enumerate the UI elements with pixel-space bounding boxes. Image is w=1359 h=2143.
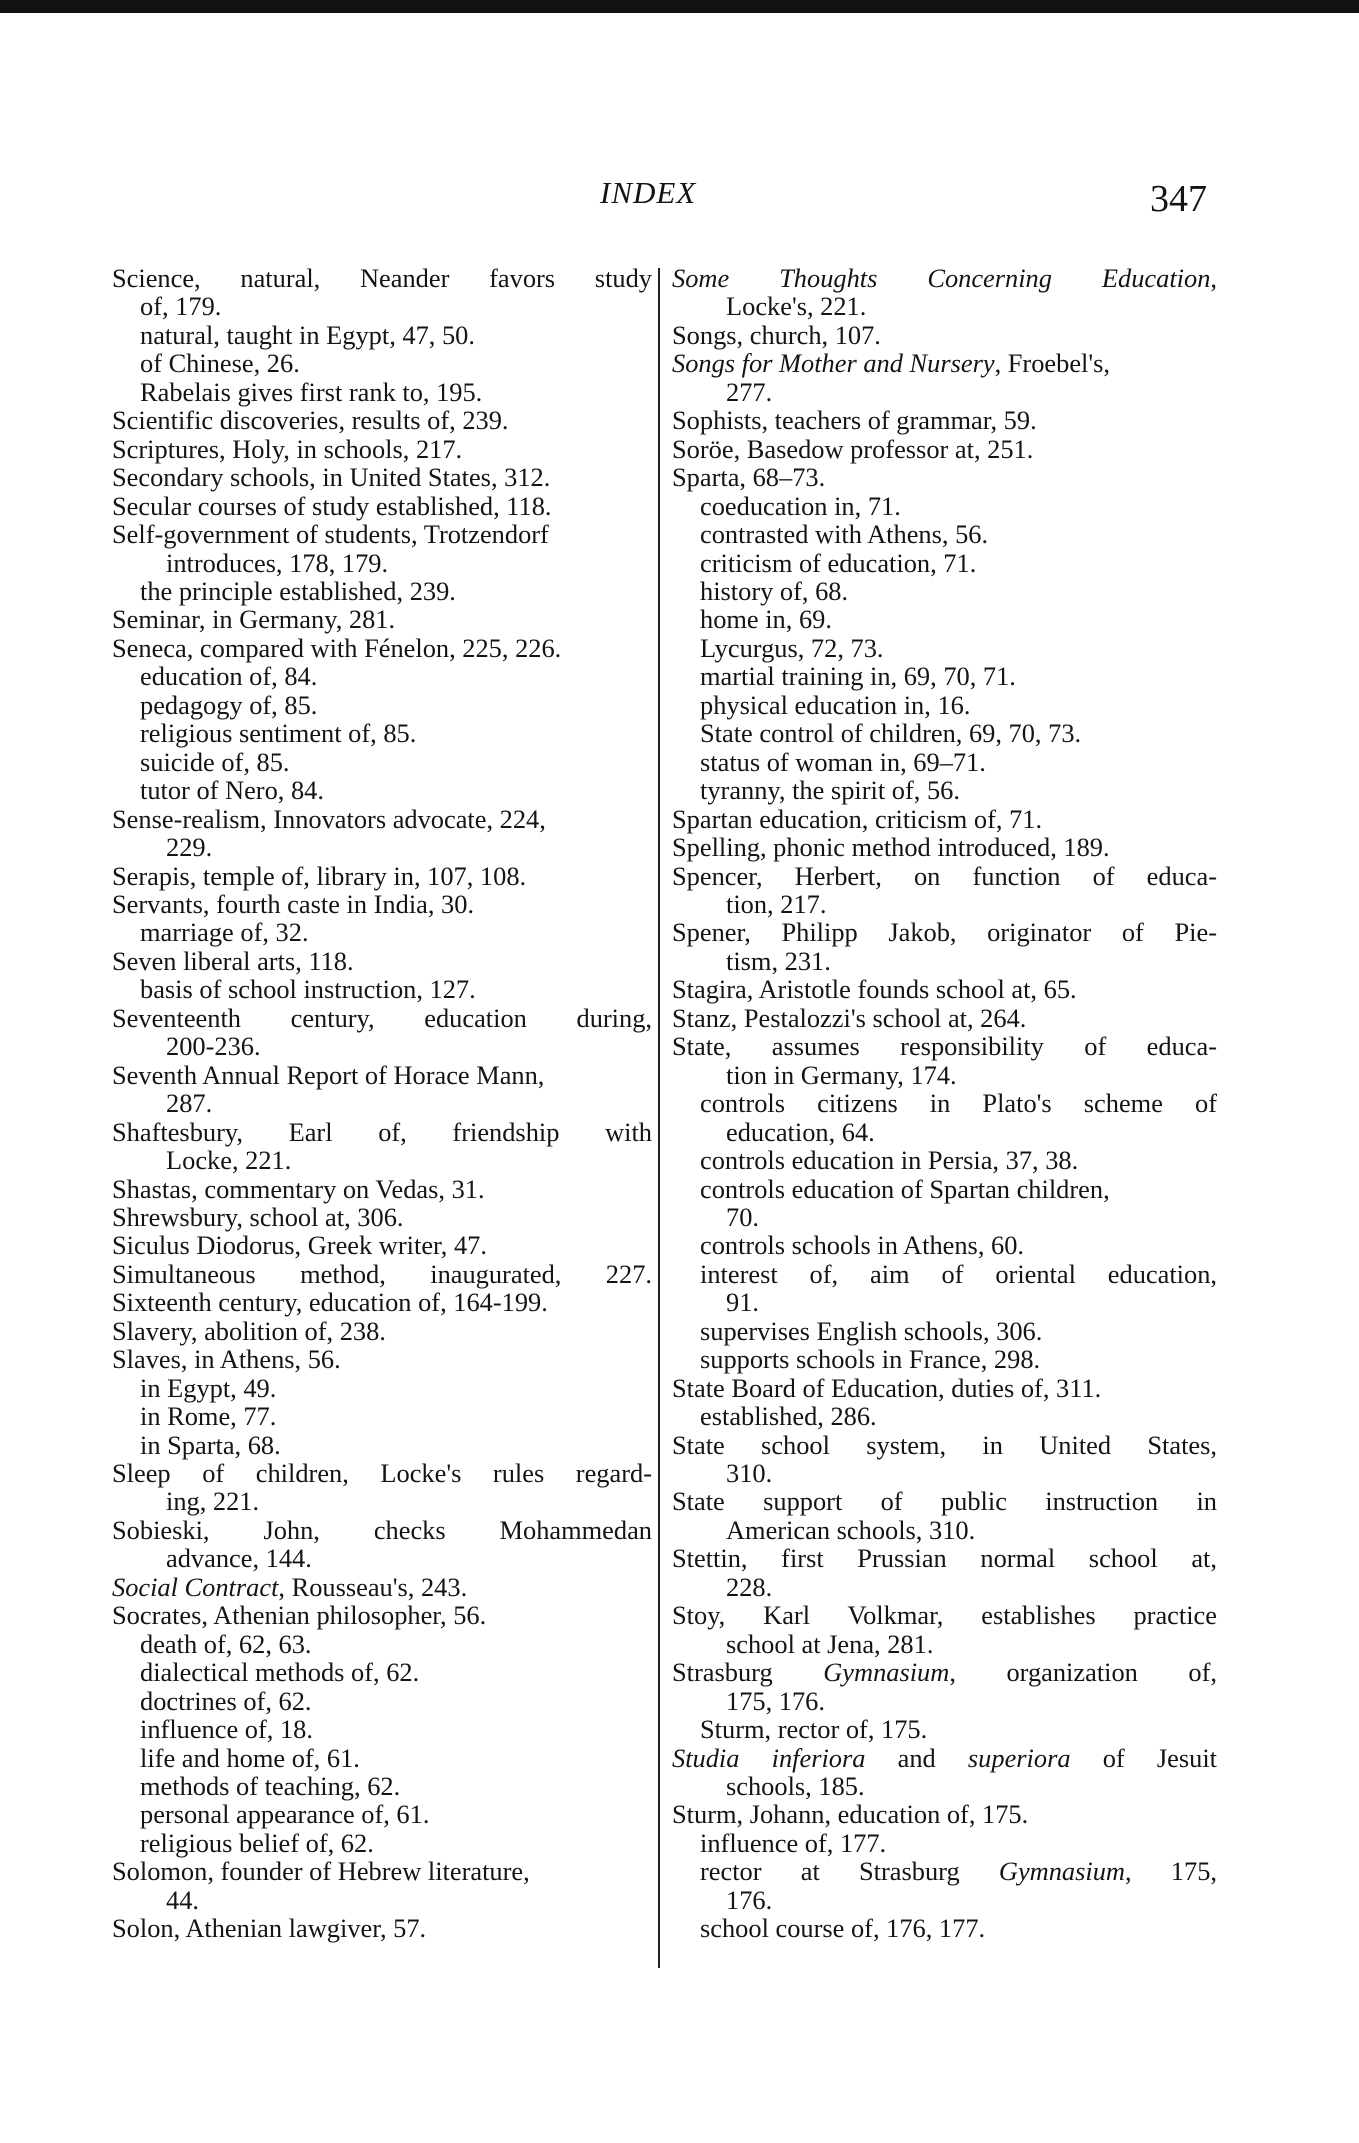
entry-text: Spener, Philipp Jakob, originator of Pie- bbox=[672, 917, 1217, 948]
index-entry bbox=[672, 862, 1217, 890]
entry-text: education of, 84. bbox=[140, 661, 318, 692]
entry-text: State, assumes responsibility of educa- bbox=[672, 1031, 1217, 1062]
index-continuation bbox=[672, 1573, 1217, 1601]
index-entry bbox=[112, 634, 652, 662]
entry-text: State control of children, 69, 70, 73. bbox=[700, 718, 1082, 749]
entry-text: 229. bbox=[166, 832, 213, 863]
italic-title-text: superiora bbox=[967, 1742, 1071, 1773]
index-entry bbox=[672, 1800, 1217, 1828]
entry-text: Slavery, abolition of, 238. bbox=[112, 1315, 386, 1346]
top-border-rule bbox=[0, 0, 1359, 13]
italic-title-text: Some Thoughts Concerning Education bbox=[672, 263, 1211, 293]
entry-text: Serapis, temple of, library in, 107, 108. bbox=[112, 860, 527, 891]
index-subentry bbox=[112, 1744, 652, 1772]
index-subentry bbox=[672, 1231, 1217, 1259]
entry-text: methods of teaching, 62. bbox=[140, 1771, 401, 1802]
index-entry bbox=[672, 406, 1217, 434]
entry-text: Rabelais gives first rank to, 195. bbox=[140, 376, 483, 407]
entry-text: Seven liberal arts, 118. bbox=[112, 945, 354, 976]
index-subentry bbox=[112, 918, 652, 946]
entry-text: school course of, 176, 177. bbox=[700, 1913, 986, 1944]
column-divider bbox=[658, 268, 660, 1968]
entry-text: , Froebel's, bbox=[994, 348, 1110, 379]
index-entry bbox=[112, 435, 652, 463]
entry-text: Solon, Athenian lawgiver, 57. bbox=[112, 1913, 427, 1944]
entry-text: Sixteenth century, education of, 164-199. bbox=[112, 1287, 548, 1318]
index-subentry bbox=[112, 662, 652, 690]
page-header bbox=[0, 175, 1359, 235]
index-subentry bbox=[672, 776, 1217, 804]
entry-text: Strasburg bbox=[672, 1657, 824, 1688]
entry-text: of Chinese, 26. bbox=[140, 348, 300, 379]
entry-text: personal appearance of, 61. bbox=[140, 1799, 430, 1830]
entry-text: religious belief of, 62. bbox=[140, 1827, 374, 1858]
index-subentry bbox=[112, 1431, 652, 1459]
entry-text: interest of, aim of oriental education, bbox=[700, 1258, 1217, 1289]
italic-title-text: Gymnasium bbox=[998, 1856, 1125, 1887]
entry-text: established, 286. bbox=[700, 1401, 877, 1432]
entry-text: supports schools in France, 298. bbox=[700, 1344, 1041, 1375]
entry-text: Stoy, Karl Volkmar, establishes practice bbox=[672, 1600, 1217, 1631]
entry-text: doctrines of, 62. bbox=[140, 1685, 312, 1716]
index-continuation bbox=[672, 1516, 1217, 1544]
entry-text: Sturm, rector of, 175. bbox=[700, 1714, 928, 1745]
entry-text: Seventeenth century, education during, bbox=[112, 1002, 652, 1033]
index-continuation bbox=[672, 1459, 1217, 1487]
entry-text: Stanz, Pestalozzi's school at, 264. bbox=[672, 1002, 1027, 1033]
index-subentry bbox=[672, 605, 1217, 633]
entry-text: marriage of, 32. bbox=[140, 917, 309, 948]
index-column-right bbox=[672, 264, 1217, 1943]
entry-text: pedagogy of, 85. bbox=[140, 689, 318, 720]
index-continuation bbox=[112, 549, 652, 577]
index-entry bbox=[112, 947, 652, 975]
entry-text: Seventh Annual Report of Horace Mann, bbox=[112, 1059, 545, 1090]
index-entry bbox=[672, 1487, 1217, 1515]
index-entry bbox=[112, 805, 652, 833]
index-entry bbox=[112, 1345, 652, 1373]
entry-text: of Jesuit bbox=[1070, 1742, 1217, 1773]
entry-text: Songs, church, 107. bbox=[672, 319, 881, 350]
entry-text: natural, taught in Egypt, 47, 50. bbox=[140, 319, 475, 350]
entry-text: Secondary schools, in United States, 312. bbox=[112, 462, 551, 493]
index-entry bbox=[112, 1516, 652, 1544]
entry-text: controls schools in Athens, 60. bbox=[700, 1230, 1025, 1261]
index-subentry bbox=[112, 776, 652, 804]
entry-text: tyranny, the spirit of, 56. bbox=[700, 775, 960, 806]
index-subentry bbox=[112, 1800, 652, 1828]
entry-text: in Rome, 77. bbox=[140, 1401, 277, 1432]
index-subentry bbox=[672, 634, 1217, 662]
index-entry bbox=[112, 1573, 652, 1601]
entry-text: dialectical methods of, 62. bbox=[140, 1657, 420, 1688]
entry-text: Soröe, Basedow professor at, 251. bbox=[672, 433, 1034, 464]
index-entry bbox=[112, 1118, 652, 1146]
entry-text: influence of, 177. bbox=[700, 1827, 887, 1858]
index-entry bbox=[672, 1544, 1217, 1572]
index-subentry bbox=[672, 1829, 1217, 1857]
index-continuation bbox=[112, 833, 652, 861]
index-entry bbox=[112, 492, 652, 520]
entry-text: and bbox=[865, 1742, 968, 1773]
running-title: INDEX bbox=[600, 175, 697, 210]
entry-text: life and home of, 61. bbox=[140, 1742, 360, 1773]
index-subentry bbox=[112, 1829, 652, 1857]
entry-text: advance, 144. bbox=[166, 1543, 312, 1574]
entry-text: the principle established, 239. bbox=[140, 575, 456, 606]
entry-text: 277. bbox=[726, 376, 773, 407]
index-continuation bbox=[672, 1118, 1217, 1146]
entry-text: Shaftesbury, Earl of, friendship with bbox=[112, 1116, 652, 1147]
entry-text: schools, 185. bbox=[726, 1771, 865, 1802]
index-subentry bbox=[112, 1374, 652, 1402]
index-continuation bbox=[672, 1288, 1217, 1316]
index-subentry bbox=[672, 1146, 1217, 1174]
index-entry bbox=[672, 349, 1217, 377]
index-continuation bbox=[672, 947, 1217, 975]
entry-text: tism, 231. bbox=[726, 945, 831, 976]
index-continuation bbox=[112, 1487, 652, 1515]
entry-text: Locke, 221. bbox=[166, 1145, 292, 1176]
index-continuation bbox=[672, 1630, 1217, 1658]
entry-text: 44. bbox=[166, 1884, 199, 1915]
entry-text: Sobieski, John, checks Mohammedan bbox=[112, 1514, 652, 1545]
entry-text: suicide of, 85. bbox=[140, 746, 290, 777]
index-entry bbox=[672, 1601, 1217, 1629]
index-entry bbox=[672, 463, 1217, 491]
index-continuation bbox=[672, 292, 1217, 320]
index-entry bbox=[112, 1459, 652, 1487]
entry-text: 310. bbox=[726, 1458, 773, 1489]
index-entry bbox=[112, 1061, 652, 1089]
index-continuation bbox=[112, 1089, 652, 1117]
entry-text: ing, 221. bbox=[166, 1486, 260, 1517]
index-subentry bbox=[672, 1175, 1217, 1203]
entry-text: Simultaneous method, inaugurated, 227. bbox=[112, 1258, 652, 1289]
entry-text: Siculus Diodorus, Greek writer, 47. bbox=[112, 1230, 487, 1261]
index-subentry bbox=[672, 1260, 1217, 1288]
entry-text: status of woman in, 69–71. bbox=[700, 746, 986, 777]
entry-text: Sense-realism, Innovators advocate, 224, bbox=[112, 803, 546, 834]
index-subentry bbox=[112, 1402, 652, 1430]
index-subentry bbox=[672, 577, 1217, 605]
entry-text: rector at Strasburg bbox=[700, 1856, 999, 1887]
index-subentry bbox=[112, 719, 652, 747]
entry-text: Shrewsbury, school at, 306. bbox=[112, 1201, 404, 1232]
entry-text: 176. bbox=[726, 1884, 773, 1915]
entry-text: Socrates, Athenian philosopher, 56. bbox=[112, 1600, 487, 1631]
entry-text: Scientific discoveries, results of, 239. bbox=[112, 405, 509, 436]
entry-text: of, 179. bbox=[140, 291, 222, 322]
index-continuation bbox=[672, 1687, 1217, 1715]
entry-text: Science, natural, Neander favors study bbox=[112, 263, 652, 293]
entry-text: school at Jena, 281. bbox=[726, 1628, 934, 1659]
index-continuation bbox=[112, 1032, 652, 1060]
index-subentry bbox=[672, 1089, 1217, 1117]
index-subentry bbox=[672, 1345, 1217, 1373]
entry-text: 200-236. bbox=[166, 1031, 261, 1062]
index-continuation bbox=[112, 1146, 652, 1174]
index-entry bbox=[112, 890, 652, 918]
entry-text: 228. bbox=[726, 1571, 773, 1602]
index-entry bbox=[672, 918, 1217, 946]
index-subentry bbox=[672, 1914, 1217, 1942]
index-entry bbox=[672, 435, 1217, 463]
italic-title-text: Social Contract bbox=[112, 1571, 279, 1602]
index-subentry bbox=[672, 1402, 1217, 1430]
index-entry bbox=[112, 520, 652, 548]
index-subentry bbox=[672, 1317, 1217, 1345]
index-subentry bbox=[672, 719, 1217, 747]
entry-text: State Board of Education, duties of, 311. bbox=[672, 1372, 1102, 1403]
index-entry bbox=[672, 1374, 1217, 1402]
entry-text: education, 64. bbox=[726, 1116, 875, 1147]
index-continuation bbox=[112, 1886, 652, 1914]
index-entry bbox=[112, 264, 652, 292]
entry-text: supervises English schools, 306. bbox=[700, 1315, 1043, 1346]
index-entry bbox=[672, 1032, 1217, 1060]
index-entry bbox=[672, 1004, 1217, 1032]
entry-text: coeducation in, 71. bbox=[700, 490, 901, 521]
index-subentry bbox=[672, 662, 1217, 690]
index-continuation bbox=[672, 1061, 1217, 1089]
index-entry bbox=[672, 833, 1217, 861]
index-entry bbox=[672, 1658, 1217, 1686]
index-entry bbox=[672, 1744, 1217, 1772]
entry-text: State school system, in United States, bbox=[672, 1429, 1217, 1460]
entry-text: influence of, 18. bbox=[140, 1714, 313, 1745]
italic-title-text: Songs for Mother and Nursery bbox=[672, 348, 995, 379]
index-entry bbox=[112, 605, 652, 633]
page-number: 347 bbox=[1150, 178, 1207, 220]
entry-text: death of, 62, 63. bbox=[140, 1628, 312, 1659]
entry-text: Spartan education, criticism of, 71. bbox=[672, 803, 1043, 834]
entry-text: Sturm, Johann, education of, 175. bbox=[672, 1799, 1029, 1830]
index-continuation bbox=[672, 1203, 1217, 1231]
index-entry bbox=[672, 264, 1217, 292]
index-subentry bbox=[672, 549, 1217, 577]
entry-text: Seneca, compared with Fénelon, 225, 226. bbox=[112, 632, 562, 663]
entry-text: criticism of education, 71. bbox=[700, 547, 977, 578]
entry-text: home in, 69. bbox=[700, 604, 832, 635]
entry-text: Sparta, 68–73. bbox=[672, 462, 826, 493]
index-entry bbox=[112, 1857, 652, 1885]
index-subentry bbox=[672, 748, 1217, 776]
index-subentry bbox=[672, 1715, 1217, 1743]
entry-text: Sophists, teachers of grammar, 59. bbox=[672, 405, 1037, 436]
entry-text: controls education of Spartan children, bbox=[700, 1173, 1110, 1204]
index-subentry bbox=[112, 748, 652, 776]
index-entry bbox=[112, 1203, 652, 1231]
index-subentry bbox=[672, 492, 1217, 520]
index-entry bbox=[112, 463, 652, 491]
entry-text: Seminar, in Germany, 281. bbox=[112, 604, 396, 635]
index-entry bbox=[112, 406, 652, 434]
entry-text: history of, 68. bbox=[700, 575, 849, 606]
entry-text: tion in Germany, 174. bbox=[726, 1059, 957, 1090]
index-subentry bbox=[112, 1687, 652, 1715]
entry-text: 91. bbox=[726, 1287, 759, 1318]
entry-text: Stagira, Aristotle founds school at, 65. bbox=[672, 974, 1077, 1005]
entry-text: tutor of Nero, 84. bbox=[140, 775, 324, 806]
entry-text: , bbox=[1210, 263, 1217, 293]
entry-text: Servants, fourth caste in India, 30. bbox=[112, 888, 475, 919]
entry-text: in Egypt, 49. bbox=[140, 1372, 277, 1403]
entry-text: Spelling, phonic method introduced, 189. bbox=[672, 832, 1110, 863]
entry-text: Scriptures, Holy, in schools, 217. bbox=[112, 433, 463, 464]
index-subentry bbox=[112, 1630, 652, 1658]
entry-text: Locke's, 221. bbox=[726, 291, 867, 322]
entry-text: in Sparta, 68. bbox=[140, 1429, 281, 1460]
index-entry bbox=[112, 862, 652, 890]
entry-text: introduces, 178, 179. bbox=[166, 547, 389, 578]
index-continuation bbox=[112, 1544, 652, 1572]
entry-text: basis of school instruction, 127. bbox=[140, 974, 476, 1005]
entry-text: , organization of, bbox=[949, 1657, 1217, 1688]
index-continuation bbox=[672, 1886, 1217, 1914]
entry-text: Spencer, Herbert, on function of educa- bbox=[672, 860, 1217, 891]
index-column-left bbox=[112, 264, 652, 1943]
index-entry bbox=[672, 321, 1217, 349]
index-subentry bbox=[672, 691, 1217, 719]
index-subentry bbox=[112, 378, 652, 406]
entry-text: contrasted with Athens, 56. bbox=[700, 519, 989, 550]
entry-text: Self-government of students, Trotzendorf bbox=[112, 519, 549, 550]
entry-text: 287. bbox=[166, 1088, 213, 1119]
index-subentry bbox=[112, 349, 652, 377]
index-entry bbox=[672, 805, 1217, 833]
index-continuation bbox=[672, 890, 1217, 918]
entry-text: 70. bbox=[726, 1201, 759, 1232]
index-entry bbox=[112, 1317, 652, 1345]
entry-text: controls citizens in Plato's scheme of bbox=[700, 1088, 1217, 1119]
entry-text: Shastas, commentary on Vedas, 31. bbox=[112, 1173, 485, 1204]
index-subentry bbox=[112, 975, 652, 1003]
index-entry bbox=[672, 975, 1217, 1003]
index-subentry bbox=[112, 292, 652, 320]
entry-text: Slaves, in Athens, 56. bbox=[112, 1344, 341, 1375]
italic-title-text: Gymnasium bbox=[823, 1657, 950, 1688]
entry-text: controls education in Persia, 37, 38. bbox=[700, 1145, 1079, 1176]
index-subentry bbox=[112, 1715, 652, 1743]
index-entry bbox=[112, 1288, 652, 1316]
entry-text: , 175, bbox=[1124, 1856, 1217, 1887]
entry-text: Stettin, first Prussian normal school at, bbox=[672, 1543, 1217, 1574]
entry-text: , Rousseau's, 243. bbox=[278, 1571, 468, 1602]
index-subentry bbox=[112, 1772, 652, 1800]
index-subentry bbox=[112, 1658, 652, 1686]
entry-text: Solomon, founder of Hebrew literature, bbox=[112, 1856, 530, 1887]
entry-text: physical education in, 16. bbox=[700, 689, 971, 720]
index-continuation bbox=[672, 378, 1217, 406]
index-entry bbox=[112, 1914, 652, 1942]
index-subentry bbox=[112, 691, 652, 719]
index-subentry bbox=[672, 1857, 1217, 1885]
entry-text: martial training in, 69, 70, 71. bbox=[700, 661, 1016, 692]
italic-title-text: Studia inferiora bbox=[672, 1742, 866, 1773]
index-entry bbox=[112, 1004, 652, 1032]
index-entry bbox=[672, 1431, 1217, 1459]
index-subentry bbox=[112, 321, 652, 349]
index-entry bbox=[112, 1260, 652, 1288]
index-entry bbox=[112, 1601, 652, 1629]
entry-text: American schools, 310. bbox=[726, 1514, 976, 1545]
entry-text: Sleep of children, Locke's rules regard- bbox=[112, 1458, 652, 1489]
index-entry bbox=[112, 1231, 652, 1259]
entry-text: tion, 217. bbox=[726, 888, 827, 919]
entry-text: State support of public instruction in bbox=[672, 1486, 1217, 1517]
entry-text: Lycurgus, 72, 73. bbox=[700, 632, 884, 663]
index-subentry bbox=[112, 577, 652, 605]
index-subentry bbox=[672, 520, 1217, 548]
entry-text: 175, 176. bbox=[726, 1685, 825, 1716]
entry-text: Secular courses of study established, 118. bbox=[112, 490, 552, 521]
entry-text: religious sentiment of, 85. bbox=[140, 718, 417, 749]
index-entry bbox=[112, 1175, 652, 1203]
index-continuation bbox=[672, 1772, 1217, 1800]
